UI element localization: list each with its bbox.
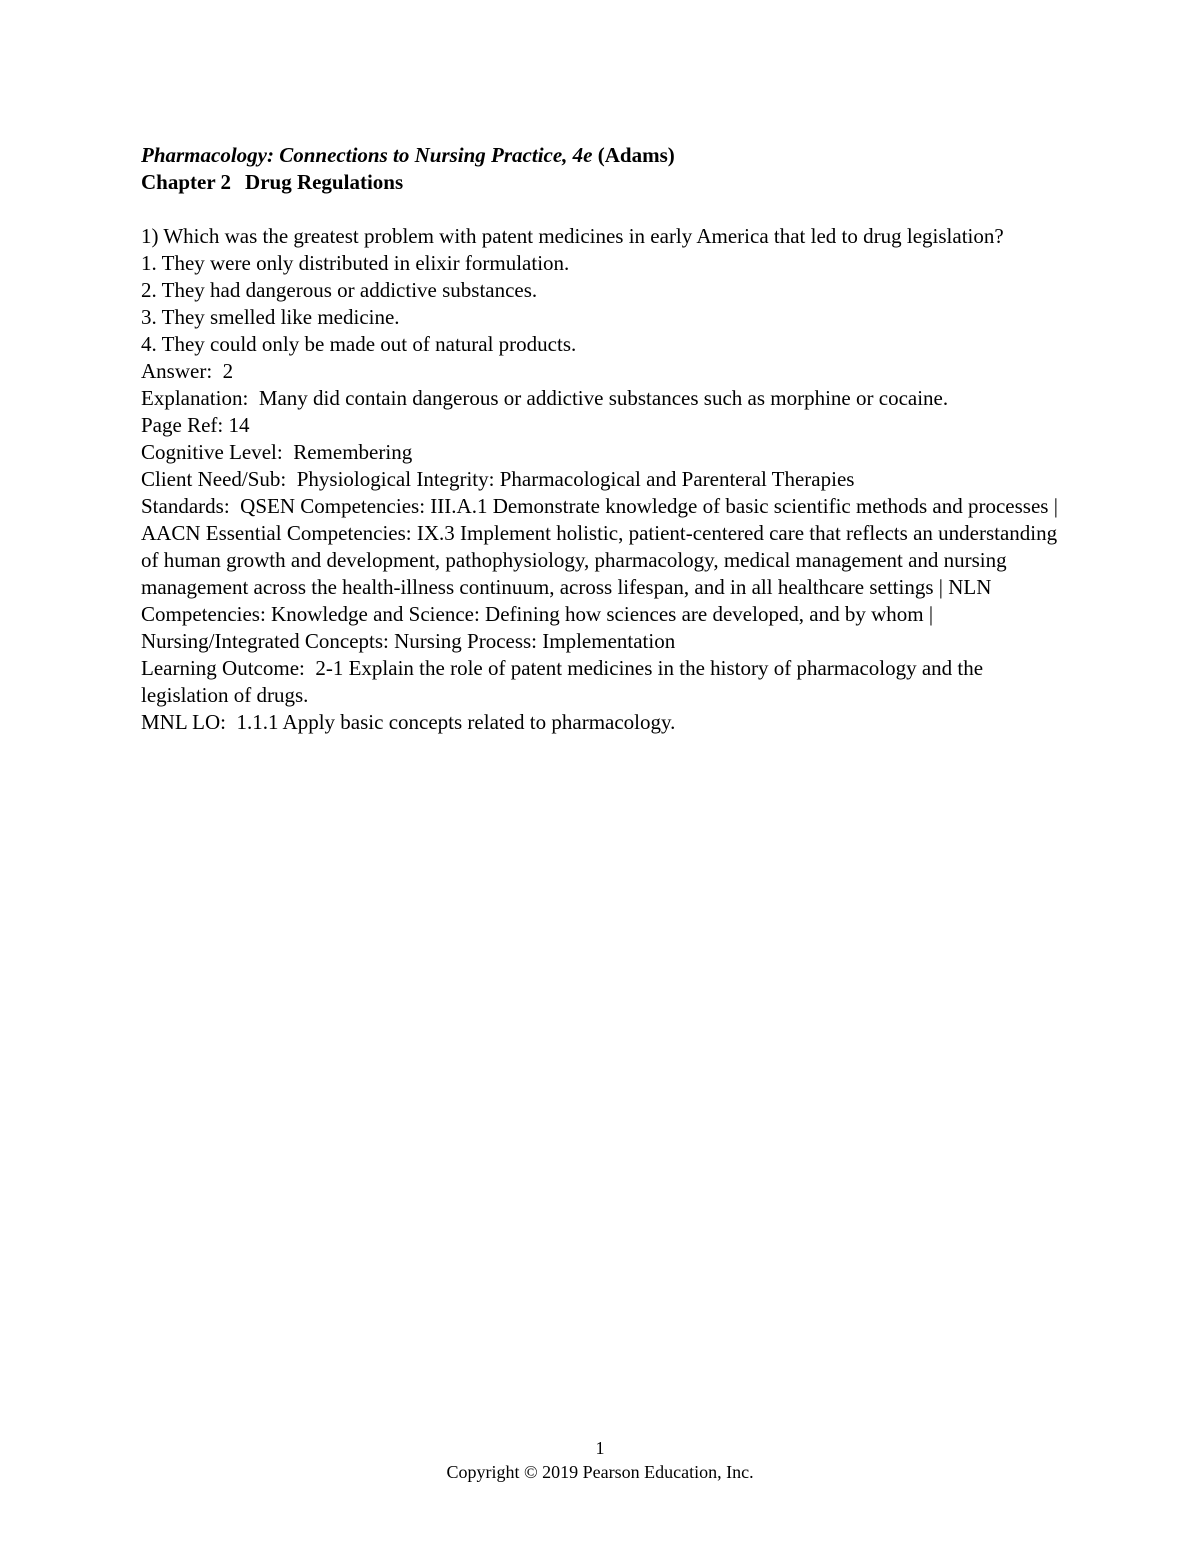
field-label: MNL LO:: [141, 710, 226, 734]
copyright-notice: Copyright © 2019 Pearson Education, Inc.: [446, 1462, 754, 1482]
answer-option: 2. They had dangerous or addictive substances.: [141, 278, 538, 302]
explanation-field: [141, 385, 1071, 412]
page-content: [141, 142, 1071, 736]
field-label: Cognitive Level:: [141, 440, 283, 464]
mnl-lo-field: [141, 709, 1071, 736]
chapter-heading: [141, 169, 1071, 196]
chapter-label: Chapter 2: [141, 170, 232, 194]
field-value: Physiological Integrity: Pharmacological and Parenteral Therapies: [296, 467, 855, 491]
field-label: Explanation:: [141, 386, 249, 410]
learning-outcome-field: [141, 655, 1071, 709]
field-value: 14: [228, 413, 250, 437]
page-number: 1: [595, 1438, 605, 1458]
field-label: Answer:: [141, 359, 213, 383]
standards-field: [141, 493, 1071, 655]
cognitive-level-field: [141, 439, 1071, 466]
book-title-line: [141, 142, 1071, 169]
answer-option: 4. They could only be made out of natural products.: [141, 332, 577, 356]
answer-field: [141, 358, 1071, 385]
client-need-field: [141, 466, 1071, 493]
field-value: Many did contain dangerous or addictive substances such as morphine or cocaine.: [258, 386, 949, 410]
field-value: 2-1 Explain the role of patent medicines in the history of pharmacology and the legislation of drugs.: [141, 656, 984, 707]
chapter-title: Drug Regulations: [245, 170, 404, 194]
field-label: Page Ref:: [141, 413, 224, 437]
field-value: QSEN Competencies: III.A.1 Demonstrate knowledge of basic scientific methods and processes | AACN Essential Competencies: IX.3 Implement holistic, patient-centered care that reflects an understanding of human growth and development, pathophysiology, pharmacology, medical management and nursing management across the health-illness continuum, across lifespan, and in all healthcare settings | NLN Competencies: Knowledge and Science: Defining how sciences are developed, and by whom | Nursing/Integrated Concepts: Nursing Process: Implementation: [141, 494, 1058, 653]
field-value: Remembering: [293, 440, 413, 464]
field-label: Learning Outcome:: [141, 656, 305, 680]
question-stem: 1) Which was the greatest problem with patent medicines in early America that led to drug legislation?: [141, 224, 1004, 248]
answer-option: 1. They were only distributed in elixir formulation.: [141, 251, 570, 275]
book-title: Pharmacology: Connections to Nursing Practice, 4e: [141, 143, 593, 167]
page-ref-field: [141, 412, 1071, 439]
answer-option: 3. They smelled like medicine.: [141, 305, 400, 329]
field-value: 2: [222, 359, 234, 383]
field-value: 1.1.1 Apply basic concepts related to pharmacology.: [236, 710, 676, 734]
field-label: Client Need/Sub:: [141, 467, 287, 491]
question-block: [141, 223, 1071, 736]
field-label: Standards:: [141, 494, 230, 518]
book-author: (Adams): [597, 143, 675, 167]
